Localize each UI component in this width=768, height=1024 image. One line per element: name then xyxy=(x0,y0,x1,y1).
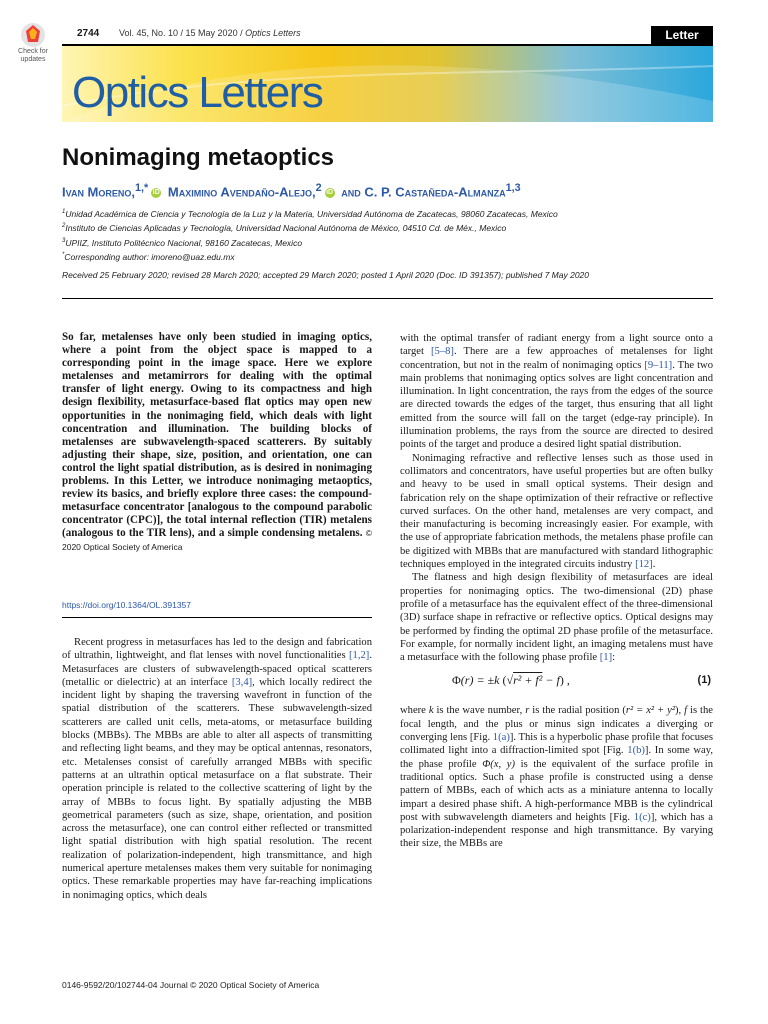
check-for-updates-badge[interactable] xyxy=(14,22,52,64)
title-rule xyxy=(62,298,713,299)
abstract xyxy=(62,331,372,554)
paragraph: Recent progress in metasurfaces has led to the design and fabrication of ultrathin, lightweight, and flat lenses with novel functionalities [1,2]. Metasurfaces are clusters of subwavelength-spaced optical scatterers (metallic or dielectric) at an interface [3,4], which locally redirect the incident light by shaping the traversing wavefront in function of the spatial distribution of the scatterers. These subwavelength-sized scatterers are called unit cells, meta-atoms, or metasurface building blocks (MBBs). The MBBs are able to alter all aspects of transmitting and reflecting light beams, and they may be optical antennas, resonators, etc. Metalenses consist of carefully arranged MBBs with specific patterns at an ultrathin optical metasurface on a flat substrate. Their operation principle is related to the collective scattering of light by the array of MBBs to focus light. By spatially adjusting the MBB geometrical parameters (such as size, shape, orientation, and position across the metasurface), one can control either reflected or transmitted light spatial distribution with high spatial resolution. The recent realization of polarization-independent, high transmittance, and high numerical aperture metalenses makes them very suitable for nonimaging optics. These remarkable properties may have far-reaching implications in nonimaging optics, which deals xyxy=(62,637,372,901)
journal-reference: Optics Letters xyxy=(245,28,301,38)
phase-profile-equation: Φ(r) = ±k (√r² + f² − f) , xyxy=(452,673,570,688)
author-name[interactable]: Ivan Moreno, xyxy=(62,184,136,200)
affiliation: $^2$Instituto de Ciencias Aplicadas y Tecnología, Universidad Nacional Autónoma de México, 04510 Cd. de Méx., Mexico xyxy=(62,223,507,234)
issue-info xyxy=(119,28,301,38)
crossmark-icon xyxy=(20,22,46,48)
volume-info: Vol. 45, No. 10 / 15 May 2020 / xyxy=(119,28,246,38)
publication-history: Received 25 February 2020; revised 28 March 2020; accepted 29 March 2020; posted 1 April 2020 (Doc. ID 391357); published 7 May 2020 xyxy=(62,270,590,280)
author-sup: 2 xyxy=(315,182,322,194)
author-sup: 1,* xyxy=(135,182,149,194)
author-name[interactable]: Maximino Avendaño-Alejo, xyxy=(167,184,316,200)
author-list xyxy=(62,182,521,199)
journal-banner xyxy=(62,46,713,122)
article-type-badge: Letter xyxy=(651,26,713,44)
citation-link[interactable]: [9–11] xyxy=(644,359,673,371)
author-name[interactable]: C. P. Castañeda-Almanza xyxy=(364,184,506,200)
corresponding-author: *Corresponding author: imoreno@uaz.edu.mx xyxy=(62,251,235,262)
paragraph: where k is the wave number, r is the radial position (r² = x² + y²), f is the focal length, and the plus or minus sign indicates a diverging or converging lens [Fig. 1(a)]. This is a hyperbolic phase profile that focuses collimated light into a diffraction-limited spot [Fig. 1(b)]. In some way, the phase profile Φ(x, y) is the equivalent of the surface profile in traditional optics. Such a phase profile is constructed using a dense pattern of MBBs, each of which acts as a miniature antenna to locally impart a desired phase shift. A high-performance MBB is the cylindrical post with subwavelength diameters and heights [Fig. 1(c)], which has a polarization-independent response and high transmittance. By varying their size, the MBBs are xyxy=(400,705,714,850)
equation-block xyxy=(400,668,713,702)
figure-link[interactable]: 1(b) xyxy=(627,745,645,757)
doi-link[interactable]: https://doi.org/10.1364/OL.391357 xyxy=(62,600,192,610)
page-number: 2744 xyxy=(77,28,100,39)
citation-link[interactable]: [12] xyxy=(635,559,653,571)
body-left-column xyxy=(62,636,372,902)
paragraph: Nonimaging refractive and reflective lenses such as those used in collimators and concentrators, have useful properties but are often bulky and heavy to be used in small optical systems. Their design and fabrication rely on the shape optimization of their refractive or reflective curved surfaces. On the other hand, metalenses are very compact, and their manufacturing is becoming increasingly easier. For example, with the use of appropriate fabrication methods, the metalens phase profile can be digitized with MBBs that are manufactured with standard lithographic techniques employed in the integrated circuits industry [12]. xyxy=(400,452,713,571)
paragraph: with the optimal transfer of radiant energy from a light source onto a target [5–8]. There are a few approaches of metalenses for light concentration, but not in the realm of nonimaging optics [9–11]. The two main problems that nonimaging optics solves are light concentration and illumination. In light concentration, the rays from the edges of the source are directed towards the edges of the target, thus ensuring that all light emitted from the source will fall on the target (edge-ray principle). In illumination problems, the rays from the source are directed to desired points of the target and produce a desired light spatial distribution. xyxy=(400,333,713,451)
author-conjunction: and xyxy=(341,184,361,200)
check-for-updates-label: Check for updates xyxy=(18,48,48,63)
citation-link[interactable]: [5–8] xyxy=(431,346,454,358)
copyright-line: © 2020 Optical Society of America xyxy=(62,528,372,552)
affiliations xyxy=(62,206,558,263)
abstract-text: So far, metalenses have only been studied in imaging optics, where a point from the object space is mapped to a corresponding point in the image space. Here we explore metalenses and metamirrors for dealing with the optimal transfer of light energy. Owing to its compactness and high design flexibility, metasurface-based flat optics may open new opportunities in the nonimaging field, which deals with light concentration and illumination. The building blocks of metalenses are subwavelength-spaced scatterers. By suitably adjusting their shape, size, position, and orientation, one can control the light spatial distribution, as is desired in nonimaging problems. In this Letter, we introduce nonimaging metaoptics, review its basics, and briefly explore three cases: the compound-metasurface concentrator [analogous to the compound parabolic concentrator (CPC)], the total internal reflection (TIR) metalens (analogous to the TIR lens), and a simple condensing metalens. xyxy=(62,331,372,540)
orcid-icon[interactable]: iD xyxy=(326,188,334,196)
citation-link[interactable]: [1,2] xyxy=(349,650,370,662)
equation-number: (1) xyxy=(697,674,711,687)
figure-link[interactable]: 1(a) xyxy=(492,732,510,744)
author-sup: 1,3 xyxy=(505,182,521,194)
abstract-rule xyxy=(62,617,372,618)
paragraph: The flatness and high design flexibility of metasurfaces are ideal properties for nonimaging optics. The two-dimensional (2D) phase profile of a metasurface has the equivalent effect of the three-dimensional (3D) surface shape in refractive or reflective optics. Optical designs may be performed by finding the optimal 2D phase profile of the metasurface. For example, for normally incident light, an imaging metalens must have a metasurface with the following phase profile [1]: xyxy=(400,572,713,664)
orcid-icon[interactable]: iD xyxy=(152,188,160,196)
body-right-column xyxy=(400,332,713,851)
journal-title: Optics Letters xyxy=(72,68,323,117)
affiliation: $^1$Unidad Académica de Ciencia y Tecnología de la Luz y la Materia, Universidad Autónoma de Zacatecas, 98060 Zacatecas, Mexico xyxy=(62,208,558,219)
article-title: Nonimaging metaoptics xyxy=(62,144,335,171)
affiliation: $^3$UPIIZ, Instituto Politécnico Nacional, 98160 Zacatecas, Mexico xyxy=(62,237,303,248)
footer-issn: 0146-9592/20/102744-04 Journal © 2020 Optical Society of America xyxy=(62,980,320,990)
citation-link[interactable]: [3,4] xyxy=(231,676,253,688)
figure-link[interactable]: 1(c) xyxy=(633,811,651,823)
citation-link[interactable]: [1] xyxy=(599,652,613,664)
